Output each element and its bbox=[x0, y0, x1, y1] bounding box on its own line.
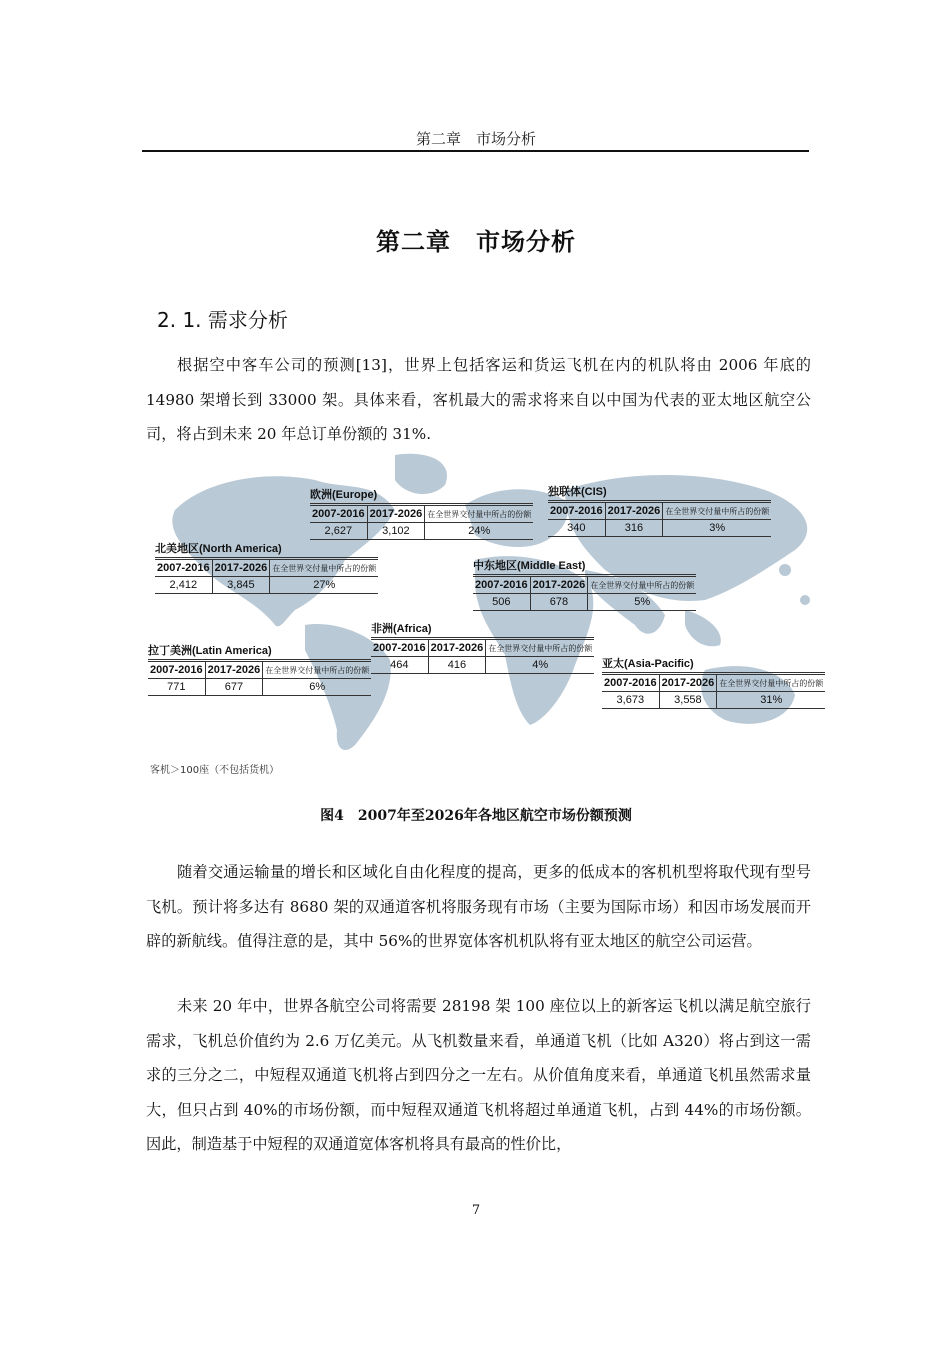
region-cis bbox=[548, 483, 771, 537]
region-title: 中东地区(Middle East) bbox=[473, 557, 696, 575]
region-africa bbox=[371, 620, 594, 674]
paragraph-1: 根据空中客车公司的预测[13]，世界上包括客运和货运飞机在内的机队将由 2006 年底的 14980 架增长到 33000 架。具体来看，客机最大的需求将来自以中国为代表的亚太地区航空公司，将占到未来 20 年总订单份额的 31%. bbox=[146, 356, 811, 443]
running-header: 第二章 市场分析 bbox=[415, 130, 536, 148]
column-header: 2017-2026 bbox=[428, 640, 486, 657]
value-2007-2016: 340 bbox=[548, 520, 605, 537]
value-2007-2016: 464 bbox=[371, 657, 428, 674]
value-share: 27% bbox=[270, 577, 379, 594]
column-header: 2017-2026 bbox=[212, 560, 270, 577]
value-2017-2026: 316 bbox=[605, 520, 663, 537]
column-header: 2017-2026 bbox=[605, 503, 663, 520]
column-header: 2007-2016 bbox=[148, 662, 205, 679]
region-north-america bbox=[155, 540, 378, 594]
chapter-title: 第二章 市场分析 bbox=[376, 228, 576, 256]
column-header: 在全世界交付量中所占的份额 bbox=[486, 640, 595, 657]
value-2017-2026: 3,558 bbox=[659, 692, 717, 709]
region-latin-america bbox=[148, 642, 371, 696]
paragraph-3: 未来 20 年中，世界各航空公司将需要 28198 架 100 座位以上的新客运飞机以满足航空旅行需求，飞机总价值约为 2.6 万亿美元。从飞机数量来看，单通道飞机（比如 A320）将占到这一需求的三分之二，中短程双通道飞机将占到四分之一左右。从价值角度来看，单通道飞机虽然需求量大，但只占到 40%的市场份额，而中短程双通道飞机将超过单通道飞机，占到 44%的市场份额。因此，制造基于中短程的双通道宽体客机将具有最高的性价比， bbox=[146, 997, 811, 1153]
value-share: 4% bbox=[486, 657, 595, 674]
value-2007-2016: 3,673 bbox=[602, 692, 659, 709]
value-2017-2026: 3,845 bbox=[212, 577, 270, 594]
column-header: 2007-2016 bbox=[602, 675, 659, 692]
column-header: 2017-2026 bbox=[530, 577, 588, 594]
region-title: 欧洲(Europe) bbox=[310, 486, 533, 504]
value-2007-2016: 771 bbox=[148, 679, 205, 696]
column-header: 2017-2026 bbox=[659, 675, 717, 692]
page-number: 7 bbox=[471, 1203, 481, 1218]
region-europe bbox=[310, 486, 533, 540]
section-heading: 2. 1. 需求分析 bbox=[157, 308, 288, 332]
market-share-figure bbox=[145, 450, 835, 780]
region-title: 独联体(CIS) bbox=[548, 483, 771, 501]
region-table bbox=[548, 502, 771, 537]
value-2007-2016: 2,412 bbox=[155, 577, 212, 594]
value-share: 24% bbox=[425, 523, 534, 540]
column-header: 在全世界交付量中所占的份额 bbox=[663, 503, 772, 520]
region-title: 非洲(Africa) bbox=[371, 620, 594, 638]
paragraph-2: 随着交通运输量的增长和区域化自由化程度的提高，更多的低成本的客机机型将取代现有型号飞机。预计将多达有 8680 架的双通道客机将服务现有市场（主要为国际市场）和因市场发展而开辟的新航线。值得注意的是，其中 56%的世界宽体客机机队将有亚太地区的航空公司运营。 bbox=[146, 863, 811, 950]
value-2017-2026: 3,102 bbox=[367, 523, 425, 540]
region-table bbox=[473, 576, 696, 611]
column-header: 2007-2016 bbox=[310, 506, 367, 523]
value-2017-2026: 416 bbox=[428, 657, 486, 674]
region-title: 亚太(Asia-Pacific) bbox=[602, 655, 825, 673]
column-header: 在全世界交付量中所占的份额 bbox=[270, 560, 379, 577]
value-share: 5% bbox=[588, 594, 697, 611]
region-table bbox=[148, 661, 371, 696]
column-header: 2007-2016 bbox=[548, 503, 605, 520]
region-table bbox=[310, 505, 533, 540]
column-header: 2017-2026 bbox=[205, 662, 263, 679]
column-header: 2007-2016 bbox=[473, 577, 530, 594]
column-header: 2007-2016 bbox=[155, 560, 212, 577]
value-2007-2016: 2,627 bbox=[310, 523, 367, 540]
column-header: 在全世界交付量中所占的份额 bbox=[717, 675, 826, 692]
value-2017-2026: 678 bbox=[530, 594, 588, 611]
column-header: 在全世界交付量中所占的份额 bbox=[263, 662, 372, 679]
value-share: 31% bbox=[717, 692, 826, 709]
column-header: 2007-2016 bbox=[371, 640, 428, 657]
value-2007-2016: 506 bbox=[473, 594, 530, 611]
region-title: 拉丁美洲(Latin America) bbox=[148, 642, 371, 660]
region-table bbox=[155, 559, 378, 594]
value-share: 3% bbox=[663, 520, 772, 537]
column-header: 在全世界交付量中所占的份额 bbox=[425, 506, 534, 523]
region-title: 北美地区(North America) bbox=[155, 540, 378, 558]
region-asia-pacific bbox=[602, 655, 825, 709]
column-header: 2017-2026 bbox=[367, 506, 425, 523]
header-rule bbox=[142, 150, 809, 152]
region-table bbox=[602, 674, 825, 709]
region-middle-east bbox=[473, 557, 696, 611]
figure-caption: 图4 2007年至2026年各地区航空市场份额预测 bbox=[320, 808, 632, 824]
value-2017-2026: 677 bbox=[205, 679, 263, 696]
column-header: 在全世界交付量中所占的份额 bbox=[588, 577, 697, 594]
value-share: 6% bbox=[263, 679, 372, 696]
figure-note: 客机＞100座（不包括货机） bbox=[150, 765, 280, 776]
region-table bbox=[371, 639, 594, 674]
